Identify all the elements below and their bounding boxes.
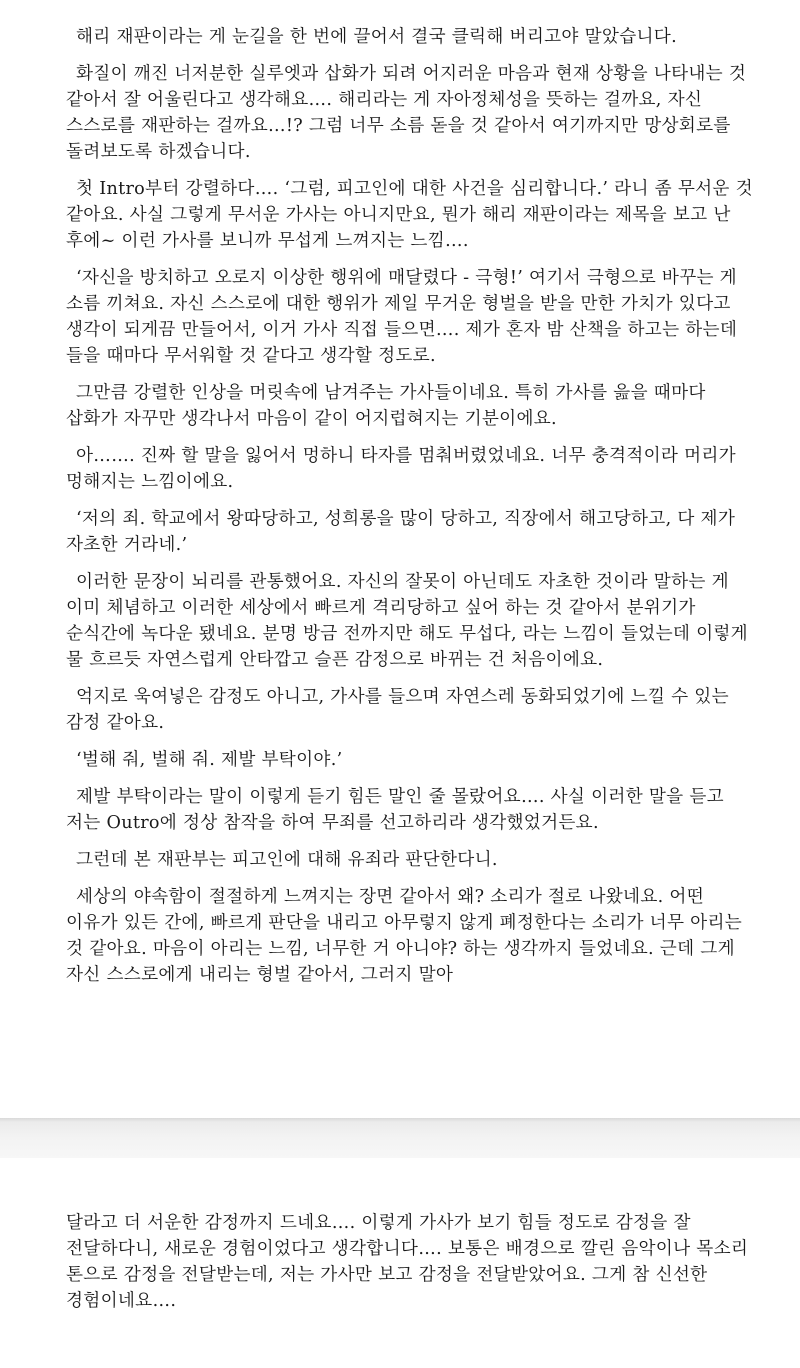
paragraph: ‘자신을 방치하고 오로지 이상한 행위에 매달렸다 - 극형!’ 여기서 극형으로 바꾸는 게 소름 끼쳐요. 자신 스스로에 대한 행위가 제일 무거운 형벌을 받을 만한 가치가 있다고 생각이 되게끔 만들어서, 이거 가사 직접 들으면…. 제가 혼자 밤 산책을 하고는 하는데 들을 때마다 무서워할 것 같다고 생각할 정도로. (66, 268, 738, 366)
paragraph: 그만큼 강렬한 인상을 머릿속에 남겨주는 가사들이네요. 특히 가사를 읊을 때마다 삽화가 자꾸만 생각나서 마음이 같이 어지럽혀지는 기분이에요. (66, 383, 706, 429)
paragraph: 아……. 진짜 할 말을 잃어서 멍하니 타자를 멈춰버렸었네요. 너무 충격적이라 머리가 멍해지는 느낌이에요. (66, 446, 736, 492)
paragraph: 화질이 깨진 너저분한 실루엣과 삽화가 되려 어지러운 마음과 현재 상황을 나타내는 것 같아서 잘 어울린다고 생각해요…. 해리라는 게 자아정체성을 뜻하는 걸까요, 자신 스스로를 재판하는 걸까요…!? 그럼 너무 소름 돋을 것 같아서 여기까지만 망상회로를 돌려보도록 하겠습니다. (66, 64, 747, 162)
paragraph: ‘저의 죄. 학교에서 왕따당하고, 성희롱을 많이 당하고, 직장에서 해고당하고, 다 제가 자초한 거라네.’ (66, 509, 736, 555)
paragraph: 세상의 야속함이 절절하게 느껴지는 장면 같아서 왜? 소리가 절로 나왔네요. 어떤 이유가 있든 간에, 빠르게 판단을 내리고 아무렇지 않게 폐정한다는 소리가 너무 아리는 것 같아요. 마음이 아리는 느낌, 너무한 거 아니야? 하는 생각까지 들었네요. 근데 그게 자신 스스로에게 내리는 형벌 같아서, 그러지 말아 (66, 887, 743, 985)
paragraph: 그런데 본 재판부는 피고인에 대해 유죄라 판단한다니. (76, 850, 498, 870)
paragraph: 달라고 더 서운한 감정까지 드네요…. 이렇게 가사가 보기 힘들 정도로 감정을 잘 전달하다니, 새로운 경험이었다고 생각합니다…. 보통은 배경으로 깔린 음악이나 목소리 톤으로 감정을 전달받는데, 저는 가사만 보고 감정을 전달받았어요. 그게 참 신선한 경험이네요…. (66, 1213, 749, 1311)
document-page-2 (0, 1158, 800, 1368)
paragraph: ‘벌해 줘, 벌해 줘. 제발 부탁이야.’ (76, 750, 343, 770)
paragraph: 이러한 문장이 뇌리를 관통했어요. 자신의 잘못이 아닌데도 자초한 것이라 말하는 게 이미 체념하고 이러한 세상에서 빠르게 격리당하고 싶어 하는 것 같아서 분위기가 순식간에 녹다운 됐네요. 분명 방금 전까지만 해도 무섭다, 라는 느낌이 들었는데 이렇게 물 흐르듯 자연스럽게 안타깝고 슬픈 감정으로 바뀌는 건 처음이에요. (66, 572, 748, 670)
paragraph: 해리 재판이라는 게 눈길을 한 번에 끌어서 결국 클릭해 버리고야 말았습니다. (76, 27, 677, 47)
paragraph: 억지로 욱여넣은 감정도 아니고, 가사를 들으며 자연스레 동화되었기에 느낄 수 있는 감정 같아요. (66, 687, 729, 733)
page-separator (0, 1118, 800, 1158)
paragraph: 제발 부탁이라는 말이 이렇게 듣기 힘든 말인 줄 몰랐어요…. 사실 이러한 말을 듣고 저는 Outro에 정상 참작을 하여 무죄를 선고하리라 생각했었거든요. (66, 787, 724, 833)
paragraph: 첫 Intro부터 강렬하다…. ‘그럼, 피고인에 대한 사건을 심리합니다.’ 라니 좀 무서운 것 같아요. 사실 그렇게 무서운 가사는 아니지만요, 뭔가 해리 재판이라는 제목을 보고 난 후에~ 이런 가사를 보니까 무섭게 느껴지는 느낌…. (66, 179, 753, 251)
